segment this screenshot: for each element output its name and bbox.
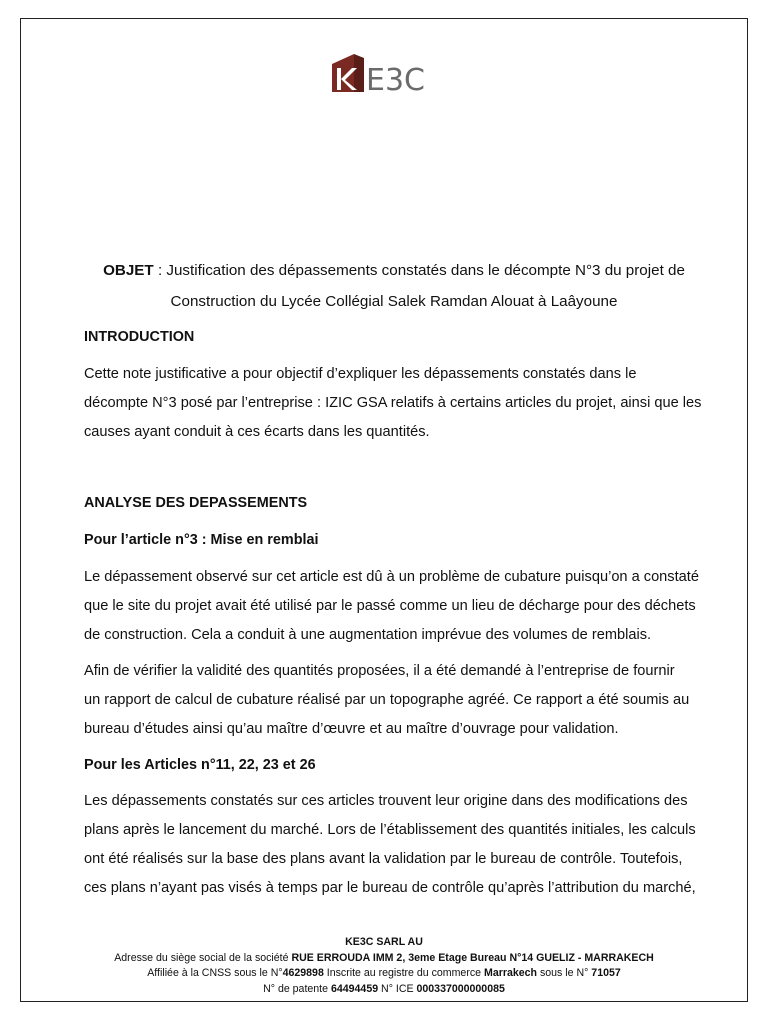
articles-multi-heading: Pour les Articles n°11, 22, 23 et 26: [84, 757, 316, 773]
objet-line2: Construction du Lycée Collégial Salek Ramdan Alouat à Laâyoune: [170, 293, 618, 310]
footer-patente: N° de patente 64494459 N° ICE 000337000000085: [263, 982, 505, 995]
article3-paragraph-1: [84, 563, 736, 650]
text-line: de construction. Cela a conduit à une augmentation imprévue des volumes de remblais.: [84, 627, 652, 643]
text-line: que le site du projet avait été utilisé par le passé comme un lieu de décharge pour des déchets: [84, 598, 696, 614]
text-line: bureau d’études ainsi qu’au maître d’œuvre et au maître d’ouvrage pour validation.: [84, 721, 619, 737]
introduction-heading: INTRODUCTION: [84, 329, 195, 345]
text-line: Cette note justificative a pour objectif d’expliquer les dépassements constatés dans le: [84, 366, 637, 382]
objet-line1: : Justification des dépassements constatés dans le décompte N°3 du projet de: [153, 262, 685, 279]
text-line: ont été réalisés sur la base des plans avant la validation par le bureau de contrôle. Toutefois,: [84, 851, 683, 867]
objet-section: [60, 255, 728, 317]
footer-company: KE3C SARL AU: [345, 936, 423, 948]
introduction-paragraph: [84, 360, 736, 447]
text-line: causes ayant conduit à ces écarts dans les quantités.: [84, 424, 430, 440]
analyse-heading: ANALYSE DES DEPASSEMENTS: [84, 495, 308, 511]
text-line: plans après le lancement du marché. Lors de l’établissement des quantités initiales, les calculs: [84, 822, 696, 838]
company-logo: [330, 52, 450, 96]
logo-text: E3C: [366, 63, 425, 96]
text-line: Les dépassements constatés sur ces articles trouvent leur origine dans des modifications des: [84, 793, 688, 809]
text-line: un rapport de calcul de cubature réalisé par un topographe agréé. Ce rapport a été soumis au: [84, 692, 690, 708]
text-line: Le dépassement observé sur cet article est dû à un problème de cubature puisqu’on a constaté: [84, 569, 699, 585]
objet-label: OBJET: [103, 262, 154, 279]
footer-address: Adresse du siège social de la société RUE ERROUDA IMM 2, 3eme Etage Bureau N°14 GUELIZ - MARRAKECH: [114, 951, 654, 964]
article3-paragraph-2: [84, 657, 736, 744]
article3-heading: Pour l’article n°3 : Mise en remblai: [84, 532, 319, 548]
footer-registration: Affiliée à la CNSS sous le N°4629898 Inscrite au registre du commerce Marrakech sous le N° 71057: [147, 967, 621, 979]
page-footer: [40, 935, 728, 997]
text-line: Afin de vérifier la validité des quantités proposées, il a été demandé à l’entreprise de fournir: [84, 663, 675, 679]
text-line: ces plans n’ayant pas visés à temps par le bureau de contrôle qu’après l’attribution du marché,: [84, 880, 696, 896]
articles-multi-paragraph: [84, 787, 736, 903]
text-line: décompte N°3 posé par l’entreprise : IZIC GSA relatifs à certains articles du projet, ainsi que les: [84, 395, 702, 411]
